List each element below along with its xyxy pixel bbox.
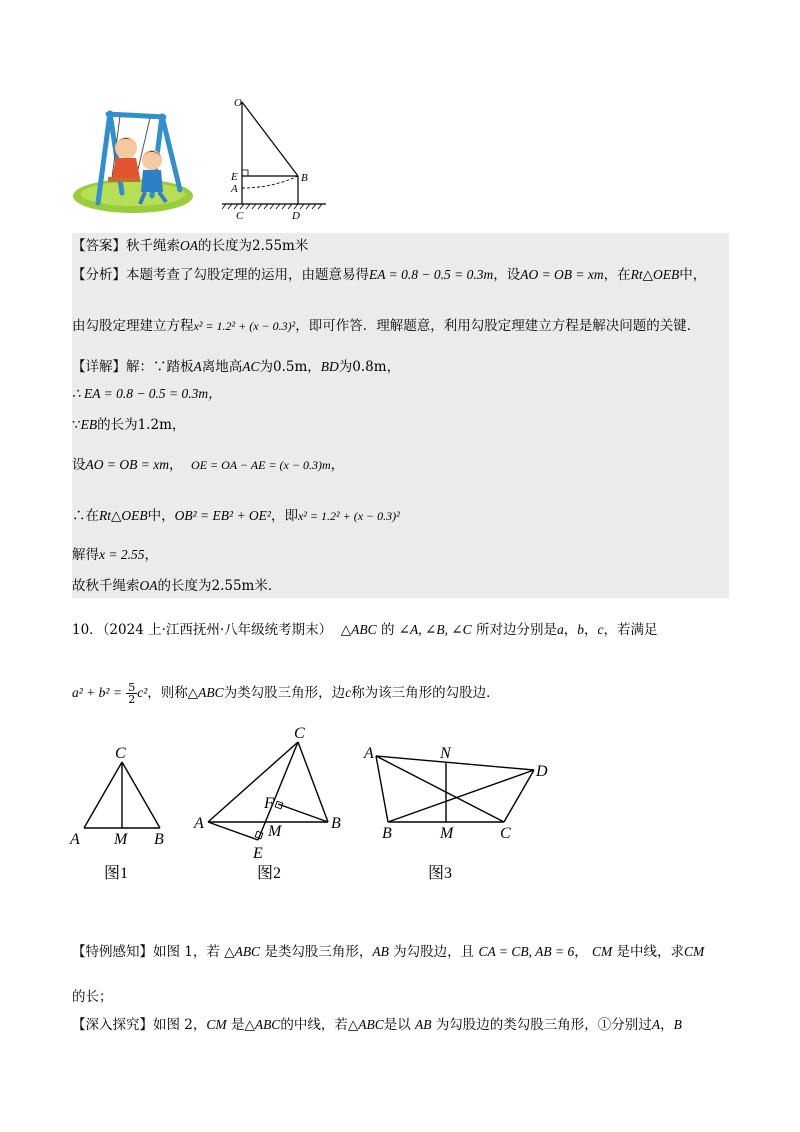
- fig3-N: N: [440, 745, 451, 762]
- detail-line-5: ∴在Rt△OEB中，OB² = EB² + OE²，即x² = 1.2² + (x − 0.3)²: [72, 508, 400, 524]
- fig1-C: C: [115, 745, 126, 762]
- swing-geometry-figure: [222, 94, 332, 222]
- swing-illustration: [70, 108, 200, 216]
- fig1-B: B: [154, 831, 164, 848]
- figure-3: [363, 745, 548, 882]
- label-O: O: [234, 97, 242, 109]
- analysis-line-2: 由勾股定理建立方程x² = 1.2² + (x − 0.3)²，即可作答．理解题意，利用勾股定理建立方程是解决问题的关键．: [72, 318, 701, 334]
- deep-explore-line-1: 【深入探究】如图 2，CM 是△ABC的中线，若△ABC是以 AB 为勾股边的类勾股三角形，①分别过A，B: [72, 1017, 682, 1033]
- label-E: E: [231, 171, 238, 183]
- label-C: C: [236, 210, 244, 222]
- fig1-A: A: [70, 831, 80, 848]
- fig2-caption: 图2: [257, 865, 282, 882]
- fig2-B: B: [331, 815, 341, 832]
- figures-row: [60, 720, 580, 890]
- figure-1: [69, 745, 164, 882]
- figure-2: [193, 725, 341, 882]
- label-D: D: [292, 210, 300, 222]
- label-A: A: [231, 183, 238, 195]
- fig3-B: B: [382, 825, 392, 842]
- special-case-line-2: 的长；: [72, 989, 113, 1005]
- problem-10-line-2: $a^2 + b^2 = \frac{5}{2}c^2$，则称△ABC为类勾股三角形，边c称为该三角形的勾股边．: [72, 681, 500, 706]
- fig2-F: F: [264, 795, 274, 812]
- problem-10-line-1: 10．（2024 上·江西抚州·八年级统考期末） △ABC 的 ∠A, ∠B, ∠C 所对边分别是a，b，c，若满足: [72, 622, 658, 638]
- detail-line-3: ∵EB的长为1.2m，: [72, 417, 186, 433]
- fig1-caption: 图1: [104, 865, 129, 882]
- detail-line-2: ∴ EA = 0.8 − 0.5 = 0.3m，: [72, 386, 222, 401]
- fig3-caption: 图3: [428, 865, 453, 882]
- fig2-A: A: [194, 815, 204, 832]
- fig3-C: C: [500, 825, 511, 842]
- special-case-line-1: 【特例感知】如图 1，若 △ABC 是类勾股三角形，AB 为勾股边，且 CA = CB, AB = 6， CM 是中线，求CM: [72, 944, 705, 960]
- detail-line-6: 解得x = 2.55，: [72, 547, 158, 563]
- fig3-M: M: [440, 825, 454, 842]
- detail-line-1: 【详解】解：∵踏板A离地高AC为0.5m，BD为0.8m，: [72, 359, 401, 375]
- detail-line-4: 设AO = OB = xm， OE = OA − AE = (x − 0.3)m，: [72, 457, 345, 473]
- fig3-D: D: [536, 763, 548, 780]
- fig3-A: A: [364, 745, 374, 762]
- fig1-M: M: [114, 831, 128, 848]
- label-B: B: [301, 172, 308, 184]
- fig2-M: M: [268, 823, 282, 840]
- fig2-C: C: [294, 725, 305, 742]
- fraction: $\frac{5}{2}$: [128, 681, 136, 706]
- analysis-line-1: 【分析】本题考查了勾股定理的运用，由题意易得EA = 0.8 − 0.5 = 0.3m，设AO = OB = xm，在Rt△OEB中，: [72, 267, 707, 283]
- answer-line: 【答案】秋千绳索OA的长度为2.55m米: [72, 238, 309, 254]
- fig2-E: E: [253, 845, 263, 862]
- detail-line-7: 故秋千绳索OA的长度为2.55m米．: [72, 578, 282, 594]
